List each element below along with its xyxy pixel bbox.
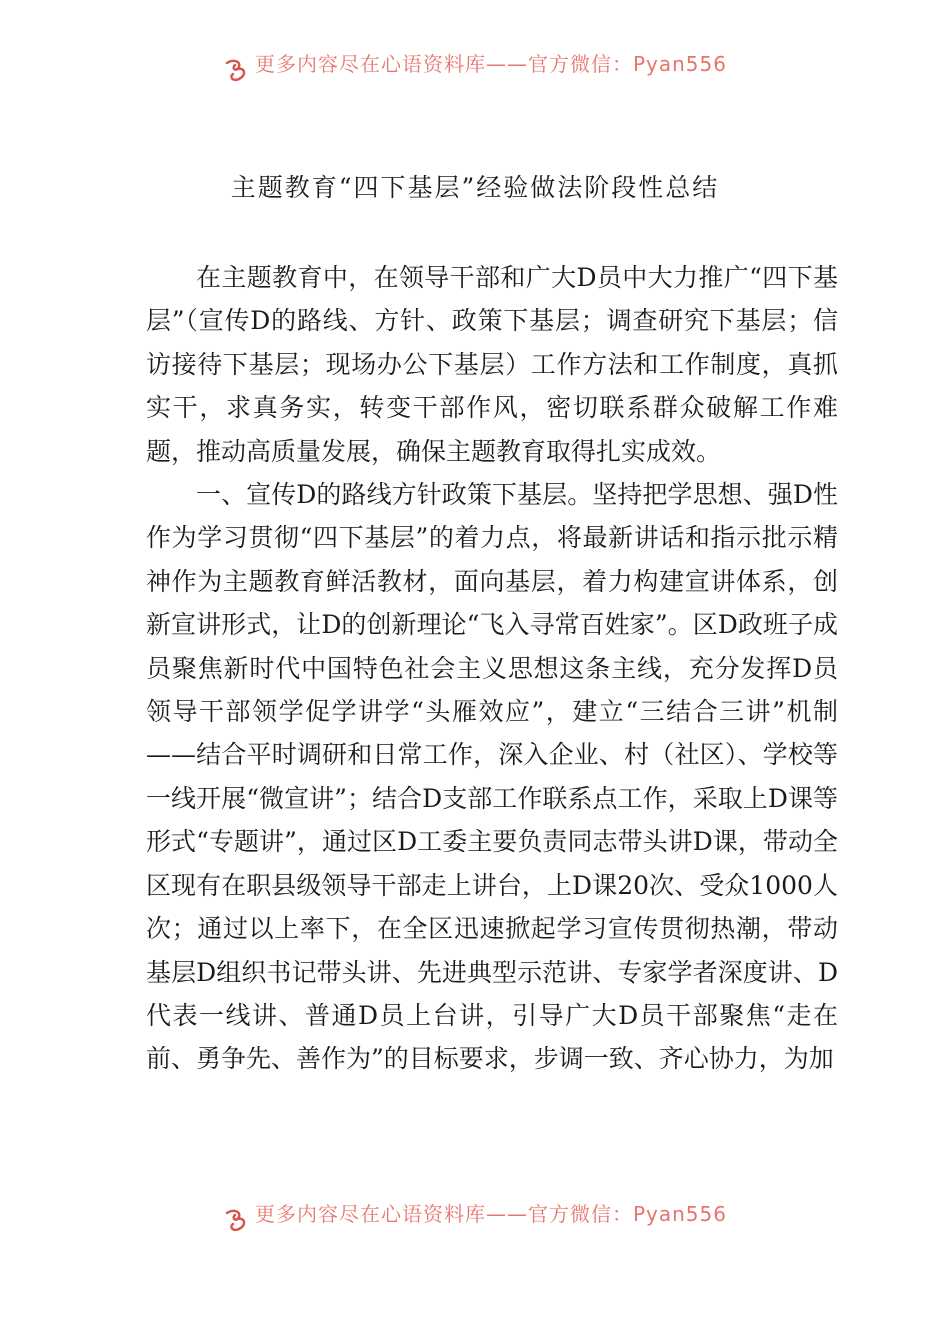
document-body	[146, 256, 838, 1081]
paragraph-intro: 在主题教育中，在领导干部和广大D员中大力推广“四下基层”（宣传D的路线、方针、政策下基层；调查研究下基层；信访接待下基层；现场办公下基层）工作方法和工作制度，真抓实干，求真务实，转变干部作风，密切联系群众破解工作难题，推动高质量发展，确保主题教育取得扎实成效。	[146, 263, 838, 466]
brand-logo-icon	[223, 57, 249, 83]
footer-watermark	[0, 1200, 950, 1240]
header-watermark	[0, 50, 950, 90]
footer-watermark-text: 更多内容尽在心语资料库——官方微信：Pyan556	[254, 1201, 727, 1226]
paragraph-section-1: 一、宣传D的路线方针政策下基层。坚持把学思想、强D性作为学习贯彻“四下基层”的着力点，将最新讲话和指示批示精神作为主题教育鲜活教材，面向基层，着力构建宣讲体系，创新宣讲形式，让D的创新理论“飞入寻常百姓家”。区D政班子成员聚焦新时代中国特色社会主义思想这条主线，充分发挥D员领导干部领学促学讲学“头雁效应”，建立“三结合三讲”机制——结合平时调研和日常工作，深入企业、村（社区）、学校等一线开展“微宣讲”；结合D支部工作联系点工作，采取上D课等形式“专题讲”，通过区D工委主要负责同志带头讲D课，带动全区现有在职县级领导干部走上讲台，上D课20次、受众1000人次；通过以上率下，在全区迅速掀起学习宣传贯彻热潮，带动基层D组织书记带头讲、先进典型示范讲、专家学者深度讲、D代表一线讲、普通D员上台讲，引导广大D员干部聚焦“走在前、勇争先、善作为”的目标要求，步调一致、齐心协力，为加	[146, 480, 838, 1074]
page-title: 主题教育“四下基层”经验做法阶段性总结	[230, 173, 720, 202]
header-watermark-text: 更多内容尽在心语资料库——官方微信：Pyan556	[254, 51, 727, 76]
brand-logo-icon	[223, 1207, 249, 1233]
